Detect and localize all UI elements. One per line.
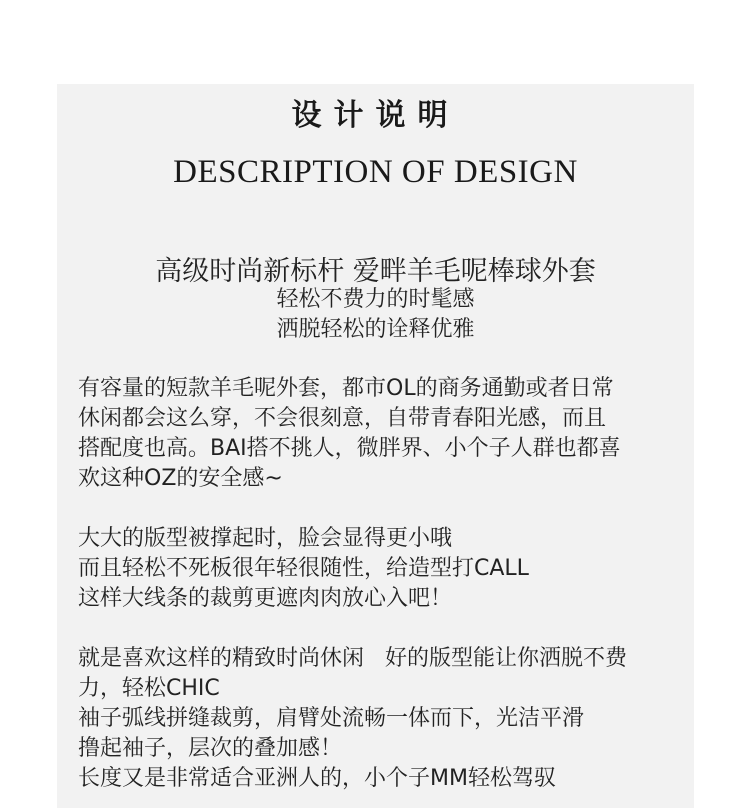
paragraph-line: 大大的版型被撑起时，脸会显得更小哦 bbox=[78, 526, 453, 551]
section-title-en: DESCRIPTION OF DESIGN bbox=[173, 154, 578, 190]
paragraph-line: 搭配度也高。BAI搭不挑人，微胖界、小个子人群也都喜 bbox=[78, 436, 621, 461]
description-panel bbox=[57, 84, 694, 808]
product-tagline-2: 洒脱轻松的诠释优雅 bbox=[276, 317, 475, 342]
section-title-cn: 设计说明 bbox=[291, 98, 460, 133]
paragraph-line: 撸起袖子，层次的叠加感！ bbox=[78, 736, 343, 761]
paragraph-fit bbox=[78, 524, 678, 614]
paragraph-line: 有容量的短款羊毛呢外套，都市OL的商务通勤或者日常 bbox=[78, 376, 614, 401]
paragraph-line: 就是喜欢这样的精致时尚休闲 好的版型能让你洒脱不费 bbox=[78, 646, 627, 671]
paragraph-details bbox=[78, 644, 678, 794]
paragraph-line: 休闲都会这么穿，不会很刻意，自带青春阳光感，而且 bbox=[78, 406, 607, 431]
paragraph-line: 而且轻松不死板很年轻很随性，给造型打CALL bbox=[78, 556, 529, 581]
product-headline: 高级时尚新标杆 爱畔羊毛呢棒球外套 bbox=[155, 256, 596, 287]
paragraph-line: 欢这种OZ的安全感~ bbox=[78, 466, 283, 491]
paragraph-line: 袖子弧线拼缝裁剪，肩臂处流畅一体而下，光洁平滑 bbox=[78, 706, 585, 731]
paragraph-line: 力，轻松CHIC bbox=[78, 676, 220, 701]
paragraph-intro bbox=[78, 374, 678, 494]
paragraph-line: 长度又是非常适合亚洲人的，小个子MM轻松驾驭 bbox=[78, 766, 556, 791]
paragraph-line: 这样大线条的裁剪更遮肉肉放心入吧！ bbox=[78, 586, 453, 611]
product-tagline-1: 轻松不费力的时髦感 bbox=[276, 287, 475, 312]
